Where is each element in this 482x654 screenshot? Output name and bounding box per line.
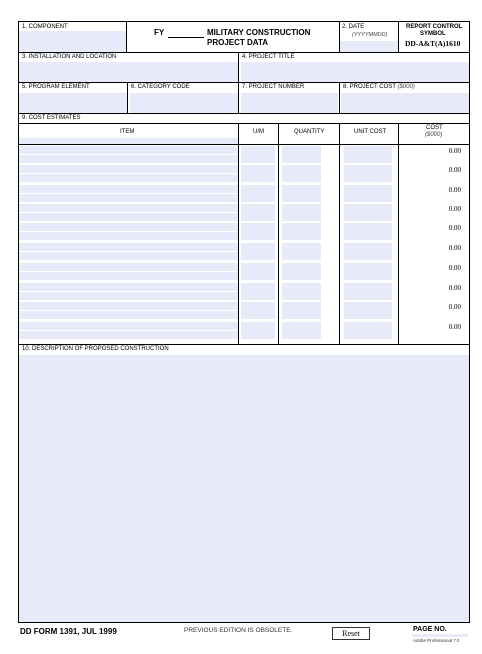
cost-estimates-label: 9. COST ESTIMATES	[22, 115, 81, 121]
item-field[interactable]	[19, 174, 238, 182]
item-field[interactable]	[19, 243, 238, 251]
item-field[interactable]	[19, 165, 238, 173]
quantity-field[interactable]	[282, 185, 321, 202]
um-field[interactable]	[241, 185, 275, 202]
col-cost-unit: ($000)	[425, 132, 443, 138]
component-field[interactable]	[19, 31, 126, 52]
cost-value: 0.00	[448, 264, 461, 272]
quantity-field[interactable]	[282, 204, 321, 221]
col-quantity-header: QUANTITY	[294, 129, 325, 135]
col-item-header: ITEM	[120, 129, 135, 135]
um-field[interactable]	[241, 243, 275, 260]
unit-cost-field[interactable]	[344, 204, 392, 221]
page-no-label: PAGE NO.	[413, 626, 447, 633]
program-element-field[interactable]	[19, 93, 127, 113]
program-element-label: 5. PROGRAM ELEMENT	[22, 84, 90, 90]
quantity-field[interactable]	[282, 223, 321, 240]
component-label: 1. COMPONENT	[22, 24, 68, 30]
description-label: 10. DESCRIPTION OF PROPOSED CONSTRUCTION	[22, 346, 169, 352]
unit-cost-field[interactable]	[344, 185, 392, 202]
cost-value: 0.00	[448, 224, 461, 232]
item-field[interactable]	[19, 331, 238, 339]
description-field[interactable]	[19, 355, 469, 622]
project-title-label: 4. PROJECT TITLE	[242, 54, 295, 60]
date-field[interactable]	[340, 41, 398, 52]
item-field[interactable]	[19, 272, 238, 280]
category-code-field[interactable]	[130, 93, 238, 113]
fy-label: FY	[154, 28, 165, 37]
quantity-field[interactable]	[282, 165, 321, 182]
um-field[interactable]	[241, 322, 275, 339]
unit-cost-field[interactable]	[344, 146, 392, 163]
cost-value: 0.00	[448, 323, 461, 331]
project-number-label: 7. PROJECT NUMBER	[242, 84, 305, 90]
col-cost-header: COST	[426, 125, 443, 131]
quantity-field[interactable]	[282, 243, 321, 260]
rcs-label-line1: REPORT CONTROL	[406, 24, 463, 30]
rcs-code: DD-A&T(A)1610	[405, 39, 461, 48]
form-id: DD FORM 1391, JUL 1999	[20, 627, 117, 636]
page-no-field[interactable]	[412, 634, 468, 637]
um-field[interactable]	[241, 283, 275, 300]
item-field[interactable]	[19, 322, 238, 330]
quantity-field[interactable]	[282, 146, 321, 163]
quantity-field[interactable]	[282, 283, 321, 300]
col-unit-cost-header: UNIT COST	[354, 129, 387, 135]
reset-button[interactable]: Reset	[332, 627, 370, 640]
form-title-line1: MILITARY CONSTRUCTION	[207, 28, 311, 37]
form-title-line2: PROJECT DATA	[207, 38, 269, 47]
unit-cost-field[interactable]	[344, 283, 392, 300]
date-label: 2. DATE	[342, 24, 365, 30]
quantity-field[interactable]	[282, 322, 321, 339]
installation-label: 3. INSTALLATION AND LOCATION	[22, 54, 117, 60]
unit-cost-field[interactable]	[344, 322, 392, 339]
cost-value: 0.00	[448, 205, 461, 213]
um-field[interactable]	[241, 204, 275, 221]
installation-field[interactable]	[19, 62, 238, 82]
rcs-label-line2: SYMBOL	[420, 31, 446, 37]
col-um-header: U/M	[253, 129, 264, 135]
item-field[interactable]	[19, 252, 238, 260]
item-field[interactable]	[19, 213, 238, 221]
project-cost-field[interactable]	[341, 93, 469, 113]
cost-value: 0.00	[448, 147, 461, 155]
unit-cost-field[interactable]	[344, 165, 392, 182]
item-field[interactable]	[19, 185, 238, 193]
project-cost-label	[343, 84, 415, 91]
item-field[interactable]	[19, 263, 238, 271]
um-field[interactable]	[241, 165, 275, 182]
unit-cost-field[interactable]	[344, 302, 392, 319]
item-field[interactable]	[19, 311, 238, 319]
um-field[interactable]	[241, 223, 275, 240]
um-field[interactable]	[241, 263, 275, 280]
project-number-field[interactable]	[241, 93, 338, 113]
cost-value: 0.00	[448, 186, 461, 194]
project-title-field[interactable]	[241, 62, 469, 82]
item-field[interactable]	[19, 204, 238, 212]
unit-cost-field[interactable]	[344, 263, 392, 280]
item-field[interactable]	[19, 194, 238, 202]
software-note: Adobe Professional 7.0	[413, 638, 460, 643]
item-field[interactable]	[19, 155, 238, 163]
item-field[interactable]	[19, 283, 238, 291]
project-cost-unit: ($000)	[397, 84, 415, 90]
unit-cost-field[interactable]	[344, 223, 392, 240]
unit-cost-field[interactable]	[344, 243, 392, 260]
project-cost-label-text: 8. PROJECT COST	[343, 84, 396, 90]
category-code-label: 6. CATEGORY CODE	[131, 84, 190, 90]
um-field[interactable]	[241, 302, 275, 319]
date-hint: (YYYYMMDD)	[352, 32, 388, 38]
item-field[interactable]	[19, 292, 238, 300]
quantity-field[interactable]	[282, 302, 321, 319]
cost-value: 0.00	[448, 244, 461, 252]
um-field[interactable]	[241, 146, 275, 163]
fy-field[interactable]	[168, 37, 204, 38]
quantity-field[interactable]	[282, 263, 321, 280]
item-field[interactable]	[19, 302, 238, 310]
cost-value: 0.00	[448, 284, 461, 292]
cost-value: 0.00	[448, 166, 461, 174]
item-field[interactable]	[19, 146, 238, 154]
item-field[interactable]	[19, 223, 238, 231]
item-field[interactable]	[19, 232, 238, 240]
obsolete-note: PREVIOUS EDITION IS OBSOLETE.	[184, 627, 293, 634]
cost-value: 0.00	[448, 303, 461, 311]
